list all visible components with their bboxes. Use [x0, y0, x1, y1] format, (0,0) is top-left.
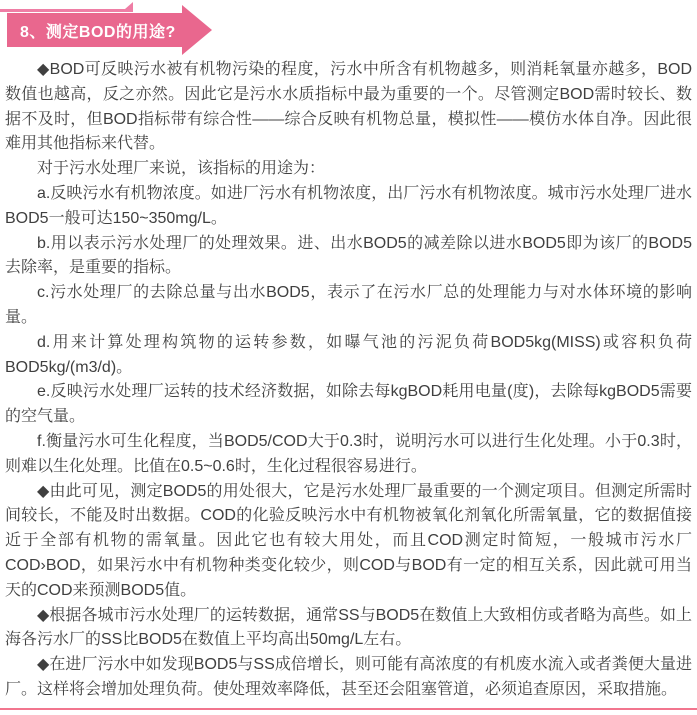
ribbon-flag-icon — [125, 2, 133, 9]
paragraph-ss-relation: ◆根据各城市污水处理厂的运转数据，通常SS与BOD5在数值上大致相仿或者略为高些。如上海各污水厂的SS比BOD5在数值上平均高出50mg/L左右。 — [5, 606, 692, 649]
paragraph-usage-intro: 对于污水处理厂来说，该指标的用途为： — [37, 160, 326, 178]
paragraph-item-e: e.反映污水处理厂运转的技术经济数据，如除去每kgBOD耗用电量(度)，去除每kgBOD5需要的空气量。 — [5, 383, 692, 426]
paragraph-item-f: f.衡量污水可生化程度，当BOD5/COD大于0.3时，说明污水可以进行生化处理。小于0.3时，则难以生化处理。比值在0.5~0.6时，生化过程很容易进行。 — [5, 432, 692, 475]
article-body — [0, 55, 697, 703]
bottom-divider — [0, 708, 697, 710]
paragraph-item-b: b.用以表示污水处理厂的处理效果。进、出水BOD5的减差除以进水BOD5即为该厂的BOD5去除率，是重要的指标。 — [5, 234, 692, 277]
banner-ribbon-line — [0, 9, 133, 12]
paragraph-item-d: d.用来计算处理构筑物的运转参数，如曝气池的污泥负荷BOD5kg(MISS)或容积负荷BOD5kg/(m3/d)。 — [5, 333, 692, 376]
paragraph-bod-significance: ◆BOD可反映污水被有机物污染的程度，污水中所含有机物越多，则消耗氧量亦越多，BOD数值也越高，反之亦然。因此它是污水水质指标中最为重要的一个。尽管测定BOD需时较长、数据不及时，但BOD指标带有综合性——综合反映有机物总量，模拟性——模仿水体自净。因此很难用其他指标来代替。 — [5, 61, 692, 153]
section-header — [0, 0, 697, 55]
paragraph-abnormal-increase: ◆在进厂污水中如发现BOD5与SS成倍增长，则可能有高浓度的有机废水流入或者粪便大量进厂。这样将会增加处理负荷。使处理效率降低，甚至还会阻塞管道，必须追查原因，采取措施。 — [5, 656, 692, 698]
section-title: 8、测定BOD的用途? — [20, 23, 176, 41]
paragraph-item-c: c.污水处理厂的去除总量与出水BOD5，表示了在污水厂总的处理能力与对水体环境的影响量。 — [5, 284, 692, 326]
section-title-banner — [7, 13, 182, 47]
paragraph-item-a: a.反映污水有机物浓度。如进厂污水有机物浓度，出厂污水有机物浓度。城市污水处理厂进水BOD5一般可达150~350mg/L。 — [5, 184, 692, 227]
arrow-head-icon — [182, 5, 212, 55]
paragraph-cod-comparison: ◆由此可见，测定BOD5的用处很大，它是污水处理厂最重要的一个测定项目。但测定所需时间较长，不能及时出数据。COD的化验反映污水中有机物被氧化剂氧化所需氧量，它的数据值接近于全部有机物的需氧量。因此它也有较大用处，而且COD测定时简短，一般城市污水厂COD›BOD，如果污水中有机物种类变化较少，则COD与BOD有一定的相互关系，因此就可用当天的COD来预测BOD5值。 — [5, 482, 692, 599]
